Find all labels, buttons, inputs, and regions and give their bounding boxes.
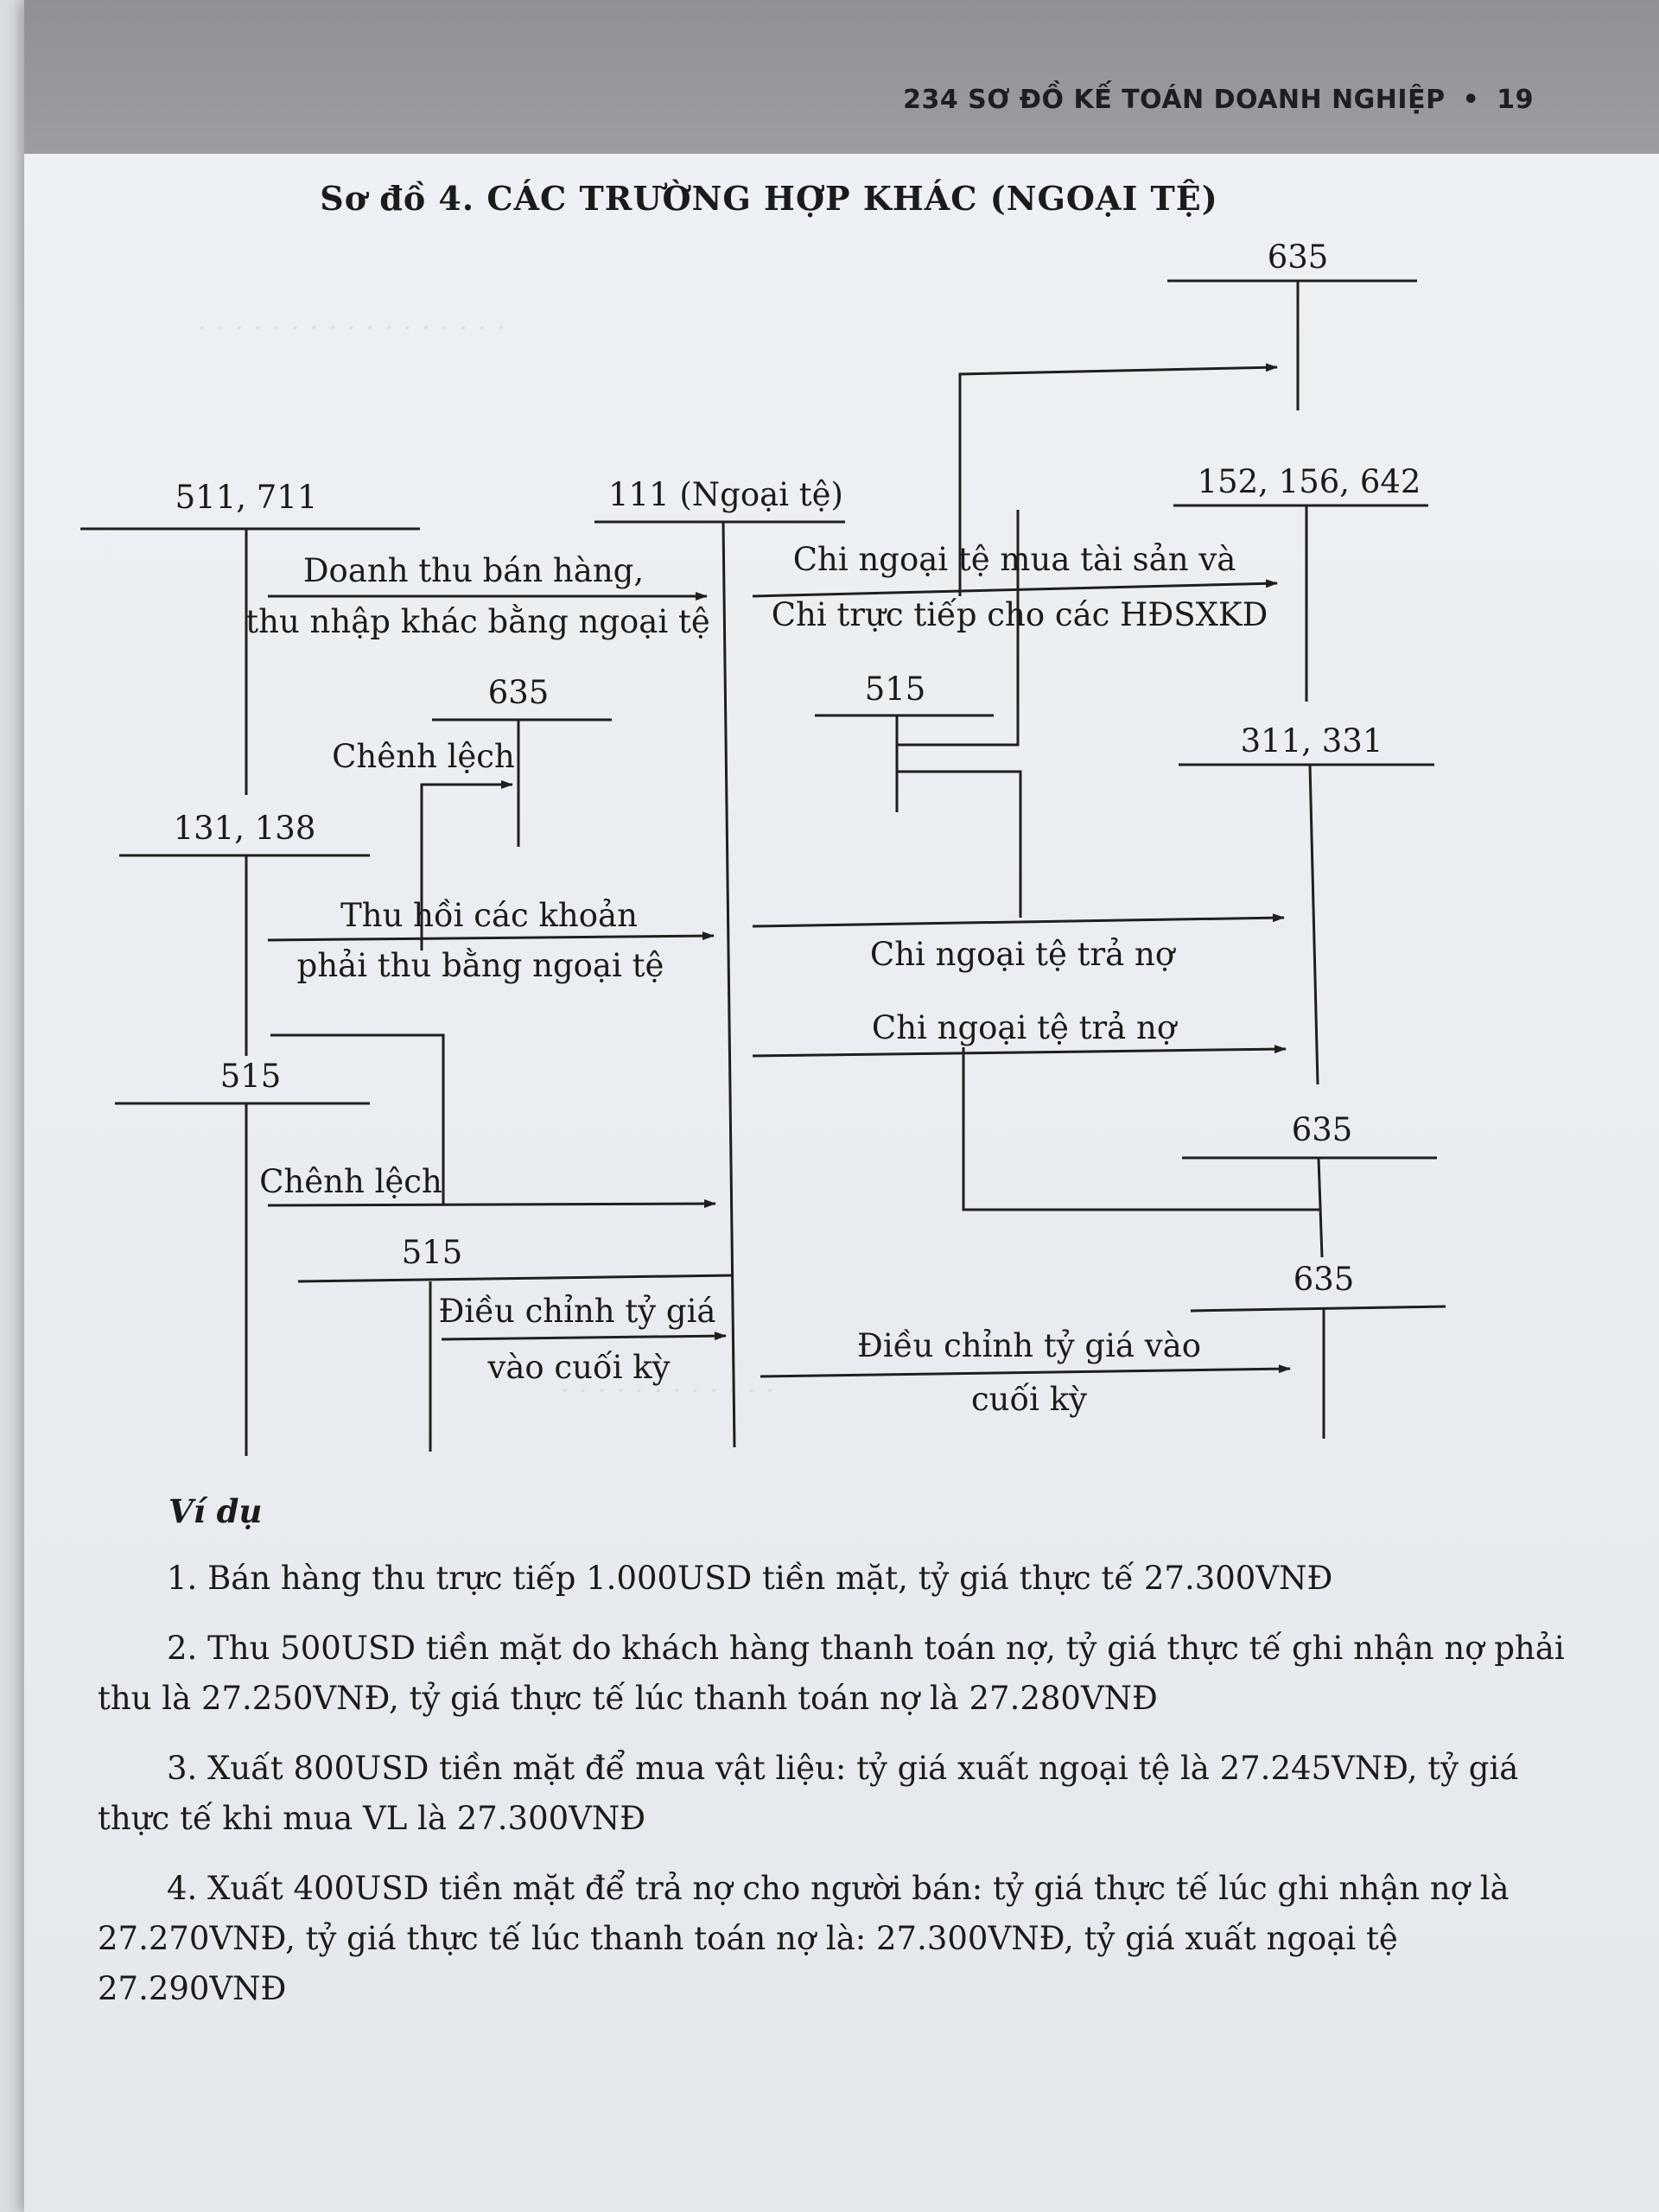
page-number: 19 — [1497, 85, 1534, 115]
label-chi-mua-line2: Chi trực tiếp cho các HĐSXKD — [771, 596, 1268, 633]
account-label: 131, 138 — [173, 810, 316, 847]
example-item-4: 4. Xuất 400USD tiền mặt để trả nợ cho người bán: tỷ giá thực tế lúc ghi nhận nợ là 27.270VNĐ, tỷ giá thực tế lúc thanh toán nợ là: 27.300VNĐ, tỷ giá xuất ngoại tệ 27.290VNĐ — [98, 1870, 1510, 2007]
label-chi-mua-line1: Chi ngoại tệ mua tài sản và — [792, 541, 1236, 578]
account-label: 515 — [219, 1058, 282, 1095]
account-label: 511, 711 — [175, 479, 318, 516]
show-through-decoration: · · · · · · · · · · · · · · · · · — [197, 311, 505, 346]
account-label: 635 — [1267, 238, 1329, 276]
account-label: 111 (Ngoại tệ) — [607, 476, 844, 513]
account-label: 635 — [1293, 1261, 1355, 1298]
label-chi-tra-no-2: Chi ngoại tệ trả nợ — [871, 1009, 1177, 1046]
t-account-311-331 — [1179, 722, 1434, 1084]
t-account-131-138 — [119, 810, 370, 1056]
example-heading: Ví dụ — [168, 1492, 263, 1530]
label-dieu-chinh-right-2: cuối kỳ — [970, 1381, 1088, 1418]
example-section — [98, 1486, 1567, 2034]
example-item-1: 1. Bán hàng thu trực tiếp 1.000USD tiền mặt, tỷ giá thực tế 27.300VNĐ — [167, 1560, 1333, 1597]
account-label: 515 — [401, 1234, 463, 1271]
t-account-635-top — [1167, 238, 1417, 410]
book-page — [24, 0, 1659, 2212]
label-dieu-chinh-left-2: vào cuối kỳ — [487, 1349, 671, 1386]
t-account-152-156-642 — [1173, 463, 1428, 702]
account-label: 635 — [1291, 1111, 1353, 1148]
t-account-515-low — [298, 1234, 733, 1452]
label-dieu-chinh-left-1: Điều chỉnh tỷ giá — [438, 1293, 716, 1330]
t-account-515-left — [115, 1058, 370, 1456]
show-through-decoration: · · · · · · · · · · · · — [560, 1374, 775, 1408]
account-label: 515 — [864, 671, 926, 708]
account-label: 635 — [487, 674, 550, 711]
t-account-635-low — [1191, 1261, 1446, 1439]
diagram-title: Sơ đồ 4. CÁC TRƯỜNG HỢP KHÁC (NGOẠI TỆ) — [320, 179, 1218, 218]
account-label: 311, 331 — [1240, 722, 1383, 760]
book-title: 234 SƠ ĐỒ KẾ TOÁN DOANH NGHIỆP — [903, 85, 1446, 115]
label-thu-hoi-line1: Thu hồi các khoản — [340, 897, 638, 934]
header-separator: • — [1462, 85, 1480, 115]
label-chi-tra-no-1: Chi ngoại tệ trả nợ — [869, 936, 1175, 973]
example-item-3: 3. Xuất 800USD tiền mặt để mua vật liệu: tỷ giá xuất ngoại tệ là 27.245VNĐ, tỷ giá thực tế khi mua VL là 27.300VNĐ — [98, 1750, 1519, 1837]
label-doanh-thu-line2: thu nhập khác bằng ngoại tệ — [245, 603, 710, 640]
label-doanh-thu-line1: Doanh thu bán hàng, — [302, 552, 645, 589]
label-thu-hoi-line2: phải thu bằng ngoại tệ — [296, 947, 664, 984]
account-label: 152, 156, 642 — [1197, 463, 1421, 500]
example-item-2: 2. Thu 500USD tiền mặt do khách hàng thanh toán nợ, tỷ giá thực tế ghi nhận nợ phải thu là 27.250VNĐ, tỷ giá thực tế lúc thanh toán nợ là 27.280VNĐ — [98, 1630, 1565, 1717]
t-account-515-mid — [815, 671, 994, 812]
label-dieu-chinh-right-1: Điều chỉnh tỷ giá vào — [857, 1327, 1201, 1364]
accounting-diagram — [24, 0, 1659, 1486]
label-chenh-lech-1: Chênh lệch — [332, 738, 515, 775]
label-chenh-lech-2: Chênh lệch — [259, 1163, 442, 1200]
t-account-635-right — [1182, 1111, 1437, 1257]
